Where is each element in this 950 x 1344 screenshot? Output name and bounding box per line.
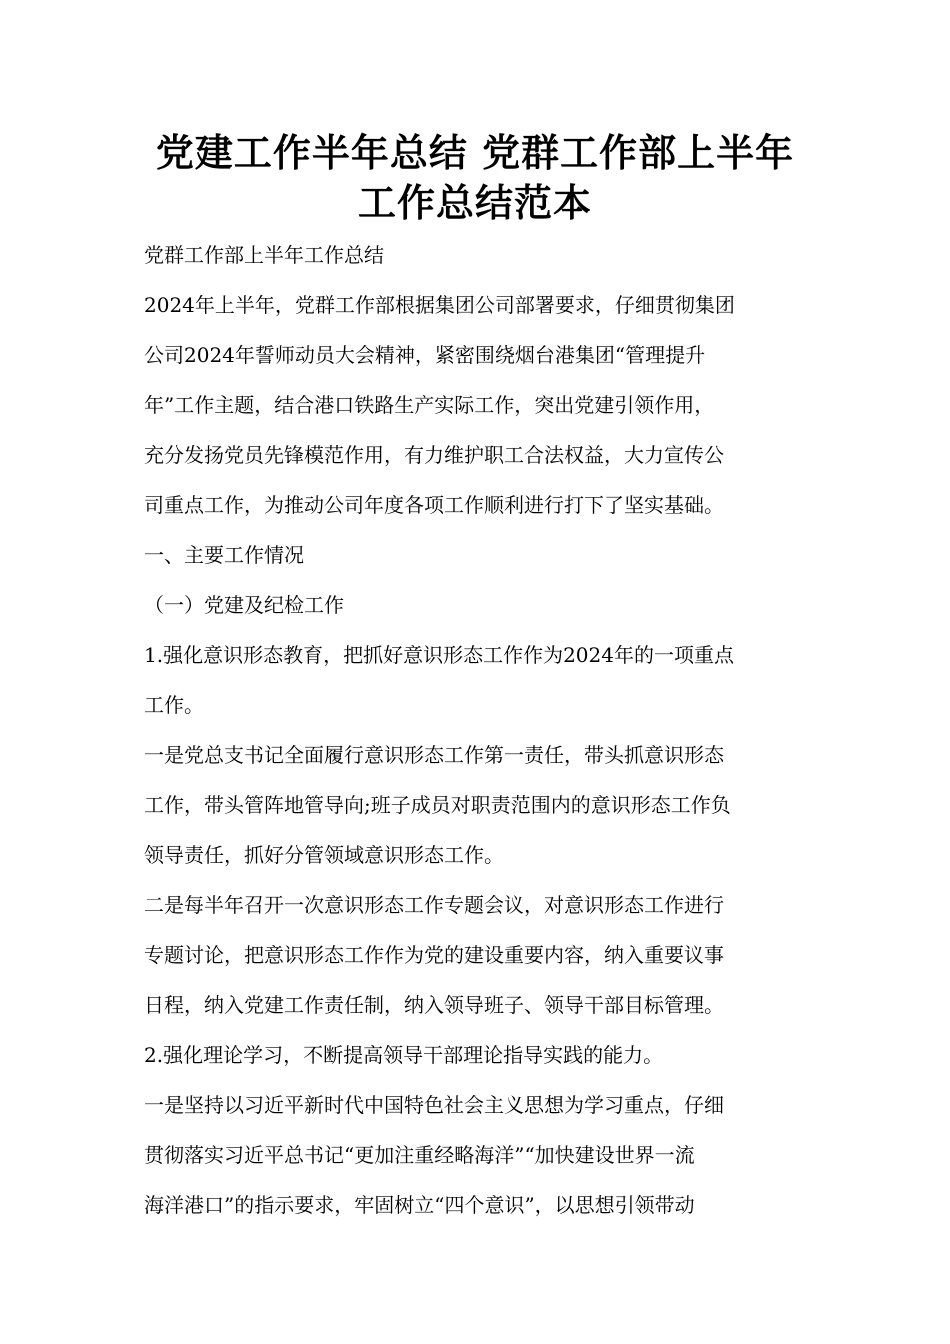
text-line: 1.强化意识形态教育，把抓好意识形态工作作为2024年的一项重点 — [144, 643, 734, 667]
document-title-line-1: 党建工作半年总结 党群工作部上半年 — [155, 131, 795, 175]
text-line: 司重点工作，为推动公司年度各项工作顺利进行打下了坚实基础。 — [144, 493, 724, 517]
text-line: 一、主要工作情况 — [144, 543, 304, 567]
text-line: 领导责任，抓好分管领域意识形态工作。 — [144, 843, 504, 867]
section-heading — [144, 530, 814, 580]
text-line: 工作。 — [144, 693, 204, 717]
text-line: 工作，带头管阵地管导向;班子成员对职责范围内的意识形态工作负 — [144, 793, 731, 817]
text-line: 年”工作主题，结合港口铁路生产实际工作，突出党建引领作用， — [144, 393, 715, 417]
text-line: 充分发扬党员先锋模范作用，有力维护职工合法权益，大力宣传公 — [144, 443, 724, 467]
text-line: 一是坚持以习近平新时代中国特色社会主义思想为学习重点，仔细 — [144, 1093, 724, 1117]
text-line: 公司2024年誓师动员大会精神，紧密围绕烟台港集团“管理提升 — [144, 343, 706, 367]
text-line: 专题讨论，把意识形态工作作为党的建设重要内容，纳入重要议事 — [144, 943, 724, 967]
text-line: 日程，纳入党建工作责任制，纳入领导班子、领导干部目标管理。 — [144, 993, 724, 1017]
document-subtitle — [144, 230, 814, 280]
point-paragraph — [144, 880, 814, 1030]
text-line: （一）党建及纪检工作 — [144, 593, 344, 617]
text-line: 2024年上半年，党群工作部根据集团公司部署要求，仔细贯彻集团 — [144, 293, 735, 317]
text-line: 2.强化理论学习，不断提高领导干部理论指导实践的能力。 — [144, 1043, 664, 1067]
point-paragraph — [144, 1080, 814, 1230]
point-paragraph — [144, 730, 814, 880]
document-title — [120, 128, 830, 228]
intro-paragraph — [144, 280, 814, 530]
text-line: 一是党总支书记全面履行意识形态工作第一责任，带头抓意识形态 — [144, 743, 724, 767]
text-line: 二是每半年召开一次意识形态工作专题会议，对意识形态工作进行 — [144, 893, 724, 917]
document-title-line-2: 工作总结范本 — [357, 181, 592, 225]
text-line: 党群工作部上半年工作总结 — [144, 243, 384, 267]
text-line: 海洋港口”的指示要求，牢固树立“四个意识”，以思想引领带动 — [144, 1193, 695, 1217]
text-line: 贯彻落实习近平总书记“更加注重经略海洋”“加快建设世界一流 — [144, 1143, 695, 1167]
item-paragraph — [144, 630, 814, 730]
item-paragraph — [144, 1030, 814, 1080]
document-body — [144, 230, 814, 1230]
subsection-heading — [144, 580, 814, 630]
